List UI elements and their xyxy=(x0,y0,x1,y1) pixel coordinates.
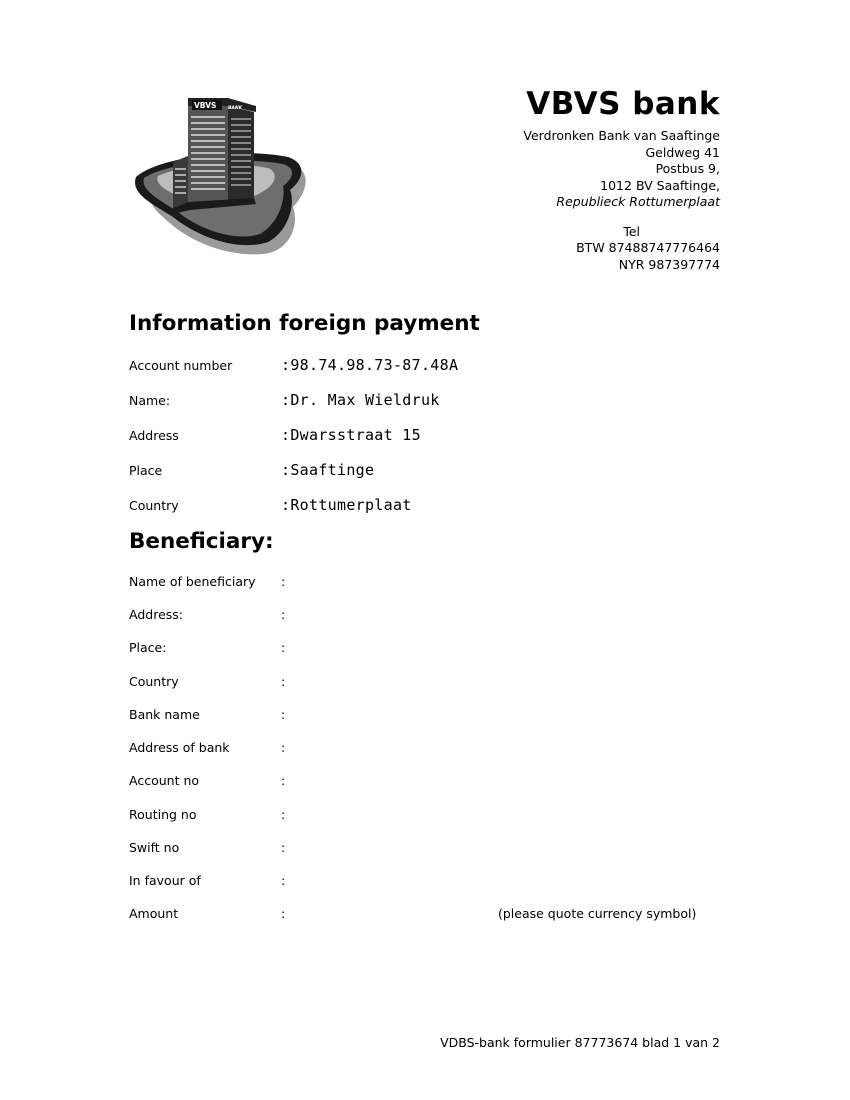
field-label: Name of beneficiary xyxy=(129,574,256,589)
bank-name: VBVS bank xyxy=(526,86,720,122)
bank-address-block xyxy=(523,128,720,273)
field-label: Place xyxy=(129,463,163,478)
field-value: :Rottumerplaat xyxy=(281,496,412,514)
bank-building-logo xyxy=(128,92,308,257)
field-value: :Saaftinge xyxy=(281,461,375,479)
field-value: : xyxy=(281,607,286,622)
beneficiary-row-place xyxy=(129,640,285,655)
address-line: Geldweg 41 xyxy=(645,144,720,160)
field-value: : xyxy=(281,574,286,589)
logo-text: VBVS xyxy=(194,101,217,110)
field-value: : xyxy=(281,906,286,921)
info-row-place xyxy=(129,461,374,479)
info-row-country xyxy=(129,496,412,514)
beneficiary-row-name xyxy=(129,574,285,589)
field-value: : xyxy=(281,840,286,855)
info-row-address xyxy=(129,426,421,444)
field-label: Account no xyxy=(129,773,200,788)
country-line: Republieck Rottumerplaat xyxy=(556,194,720,209)
field-label: Name: xyxy=(129,393,171,408)
logo-subtext: BANK xyxy=(228,106,243,111)
beneficiary-row-swift-no xyxy=(129,840,285,855)
info-row-account-number xyxy=(129,356,458,374)
field-value: :98.74.98.73-87.48A xyxy=(281,356,459,374)
nyr-number: NYR 987397774 xyxy=(618,256,720,272)
field-label: Bank name xyxy=(129,707,200,722)
field-value: : xyxy=(281,773,286,788)
field-value: : xyxy=(281,707,286,722)
field-label: Swift no xyxy=(129,840,180,855)
currency-note: (please quote currency symbol) xyxy=(498,906,697,921)
field-label: Country xyxy=(129,674,179,689)
field-label: Address: xyxy=(129,607,183,622)
field-value: : xyxy=(281,873,286,888)
field-value: :Dr. Max Wieldruk xyxy=(281,391,440,409)
info-row-name xyxy=(129,391,440,409)
beneficiary-row-bank-address xyxy=(129,740,285,755)
field-label: Routing no xyxy=(129,807,197,822)
field-value: : xyxy=(281,640,286,655)
beneficiary-row-country xyxy=(129,674,285,689)
field-label: In favour of xyxy=(129,873,201,888)
address-line: Postbus 9, xyxy=(655,161,720,176)
spacer xyxy=(523,211,720,224)
field-value: : xyxy=(281,740,286,755)
field-label: Country xyxy=(129,498,179,513)
address-line: 1012 BV Saaftinge, xyxy=(600,177,720,193)
beneficiary-section-title: Beneficiary: xyxy=(129,529,274,554)
field-label: Address xyxy=(129,428,179,443)
field-label: Place: xyxy=(129,640,167,655)
field-value: : xyxy=(281,807,286,822)
beneficiary-row-routing-no xyxy=(129,807,285,822)
field-label: Amount xyxy=(129,906,179,921)
btw-number: BTW 87488747776464 xyxy=(576,240,720,255)
beneficiary-row-in-favour-of xyxy=(129,873,285,888)
beneficiary-row-amount xyxy=(129,906,285,921)
field-label: Address of bank xyxy=(129,740,230,755)
info-section-title: Information foreign payment xyxy=(129,311,480,336)
field-label: Account number xyxy=(129,358,233,373)
address-line: Verdronken Bank van Saaftinge xyxy=(523,128,720,143)
beneficiary-row-account-no xyxy=(129,773,285,788)
field-value: : xyxy=(281,674,286,689)
beneficiary-row-address xyxy=(129,607,285,622)
tel-label: Tel xyxy=(623,223,640,239)
page-footer: VDBS-bank formulier 87773674 blad 1 van 2 xyxy=(440,1035,720,1050)
beneficiary-row-bank-name xyxy=(129,707,285,722)
field-value: :Dwarsstraat 15 xyxy=(281,426,421,444)
